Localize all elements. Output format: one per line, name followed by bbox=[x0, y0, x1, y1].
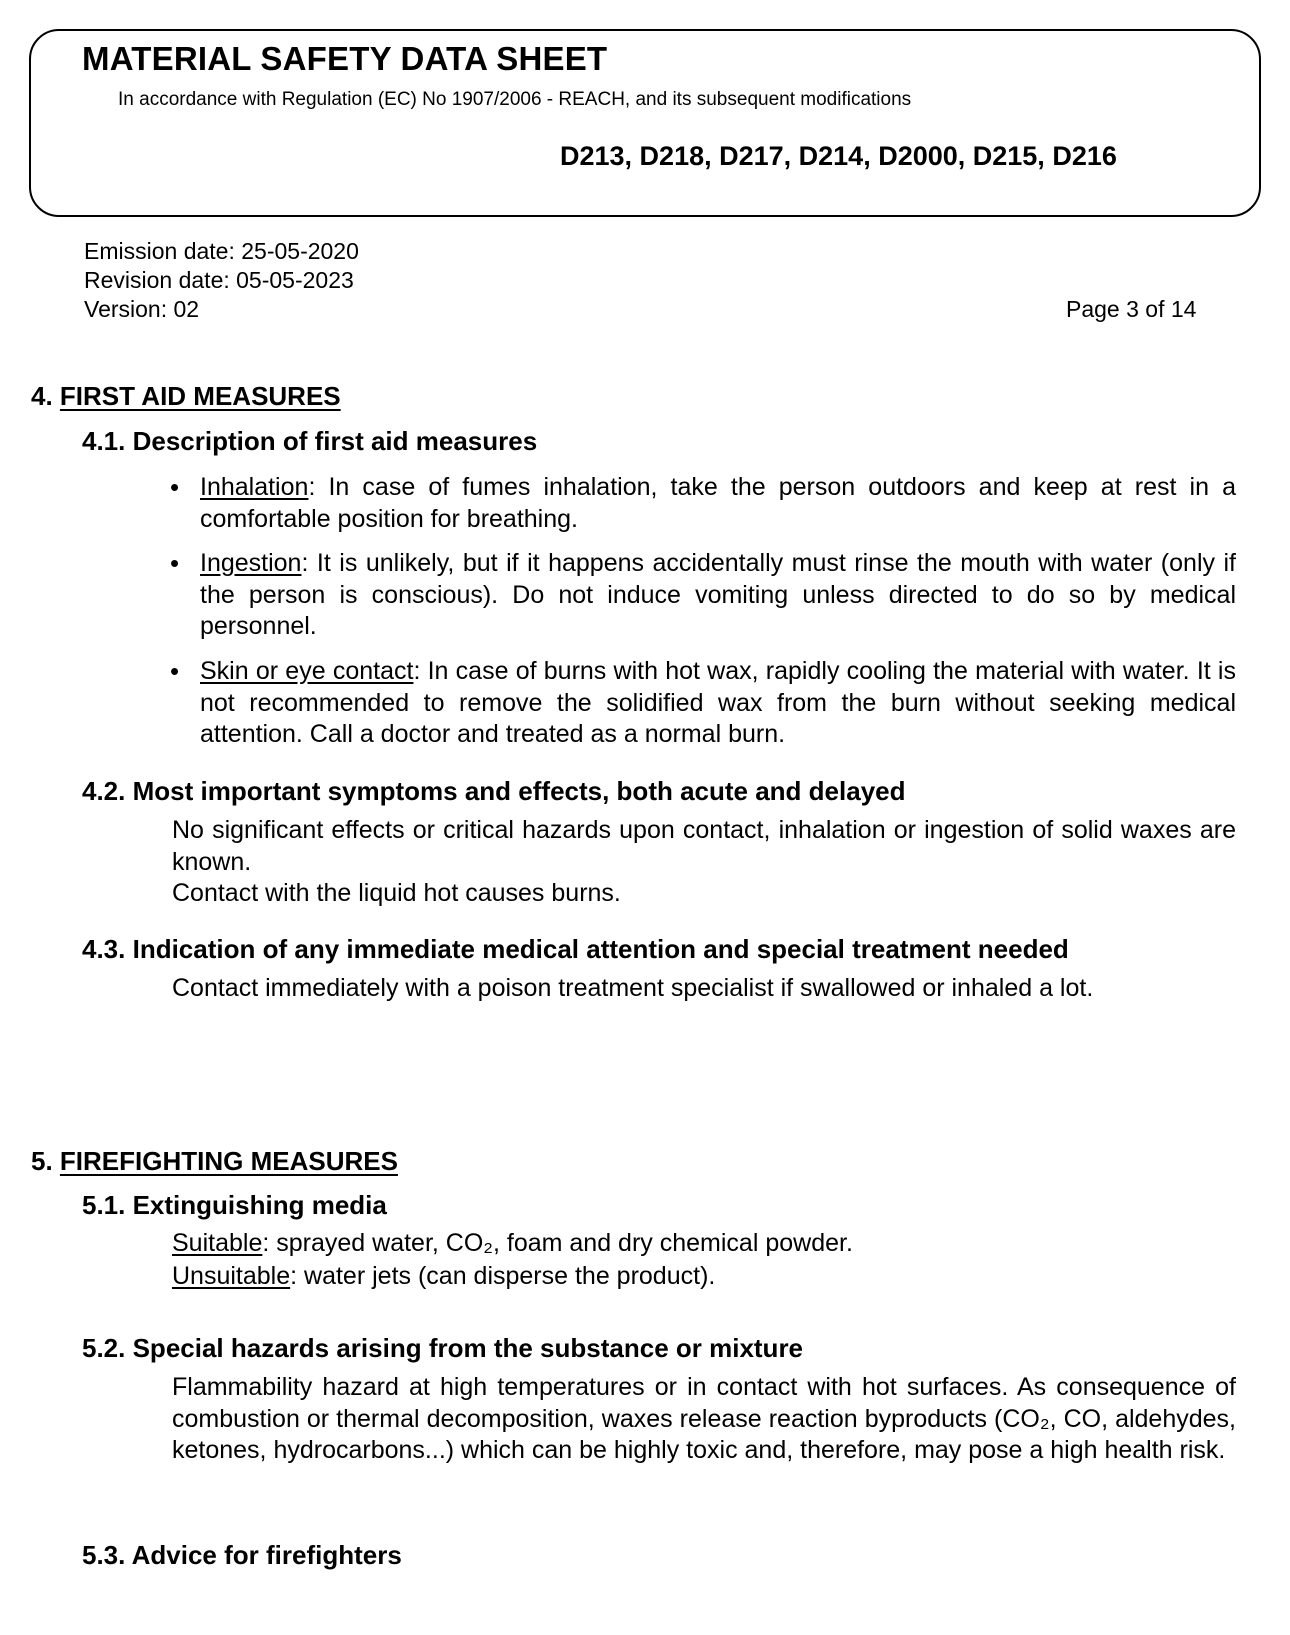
regulation-note: In accordance with Regulation (EC) No 1907/2006 - REACH, and its subsequent modifications bbox=[118, 89, 912, 110]
first-aid-item-skin-eye bbox=[200, 656, 1236, 751]
subsection-4-1-title: 4.1. Description of first aid measures bbox=[82, 426, 538, 456]
bullet-icon: • bbox=[170, 548, 180, 578]
subsection-5-1-title: 5.1. Extinguishing media bbox=[82, 1190, 387, 1220]
suitable-text: : sprayed water, CO₂, foam and dry chemical powder. bbox=[262, 1229, 853, 1257]
first-aid-item-inhalation bbox=[200, 472, 1236, 535]
section-5-number: 5. bbox=[31, 1146, 53, 1176]
subsection-5-2-title: 5.2. Special hazards arising from the substance or mixture bbox=[82, 1333, 804, 1363]
page-number: Page 3 of 14 bbox=[1066, 296, 1197, 322]
product-codes: D213, D218, D217, D214, D2000, D215, D216 bbox=[560, 141, 1117, 171]
extinguishing-unsuitable bbox=[172, 1261, 1236, 1293]
symptoms-line-2: Contact with the liquid hot causes burns. bbox=[172, 879, 621, 907]
unsuitable-label: Unsuitable bbox=[172, 1262, 291, 1290]
subsection-4-2-title: 4.2. Most important symptoms and effects, both acute and delayed bbox=[82, 776, 906, 806]
section-4-title: FIRST AID MEASURES bbox=[59, 381, 341, 411]
section-4-heading bbox=[31, 381, 341, 412]
document-title: MATERIAL SAFETY DATA SHEET bbox=[82, 40, 608, 77]
version: Version: 02 bbox=[84, 296, 200, 322]
unsuitable-text: : water jets (can disperse the product). bbox=[290, 1262, 716, 1290]
item-label: Ingestion bbox=[200, 549, 302, 577]
emission-date: Emission date: 25-05-2020 bbox=[84, 238, 359, 264]
section-4-number: 4. bbox=[31, 381, 53, 411]
item-text: : It is unlikely, but if it happens accidentally must rinse the mouth with water (only if the person is conscious). Do not induce vomiting unless directed to do so by medical personnel. bbox=[200, 549, 1236, 640]
item-label: Inhalation bbox=[200, 473, 309, 501]
item-text: : In case of fumes inhalation, take the person outdoors and keep at rest in a comfortable position for breathing. bbox=[200, 473, 1236, 533]
revision-date: Revision date: 05-05-2023 bbox=[84, 267, 354, 293]
subsection-5-2-text: Flammability hazard at high temperatures or in contact with hot surfaces. As consequence of combustion or thermal decomposition, waxes release reaction byproducts (CO₂, CO, aldehydes, ketones, hydrocarbons...) which can be highly toxic and, therefore, may pose a high health risk. bbox=[172, 1373, 1236, 1464]
first-aid-item-ingestion bbox=[200, 548, 1236, 643]
subsection-4-2-text bbox=[172, 815, 1236, 910]
bullet-icon: • bbox=[170, 472, 180, 502]
extinguishing-suitable bbox=[172, 1228, 1236, 1260]
subsection-5-3-title: 5.3. Advice for firefighters bbox=[82, 1540, 402, 1570]
subsection-4-3-text: Contact immediately with a poison treatment specialist if swallowed or inhaled a lot. bbox=[172, 974, 1094, 1002]
section-5-heading bbox=[31, 1146, 398, 1177]
item-text: : In case of burns with hot wax, rapidly cooling the material with water. It is not recommended to remove the solidified wax from the burn without seeking medical attention. Call a doctor and treated as a normal burn. bbox=[200, 657, 1236, 748]
suitable-label: Suitable bbox=[172, 1229, 263, 1257]
bullet-icon: • bbox=[170, 656, 180, 686]
subsection-4-3-title: 4.3. Indication of any immediate medical attention and special treatment needed bbox=[82, 934, 1069, 964]
symptoms-line-1: No significant effects or critical hazards upon contact, inhalation or ingestion of solid waxes are known. bbox=[172, 816, 1236, 876]
section-5-title: FIREFIGHTING MEASURES bbox=[59, 1146, 398, 1176]
item-label: Skin or eye contact bbox=[200, 657, 414, 685]
